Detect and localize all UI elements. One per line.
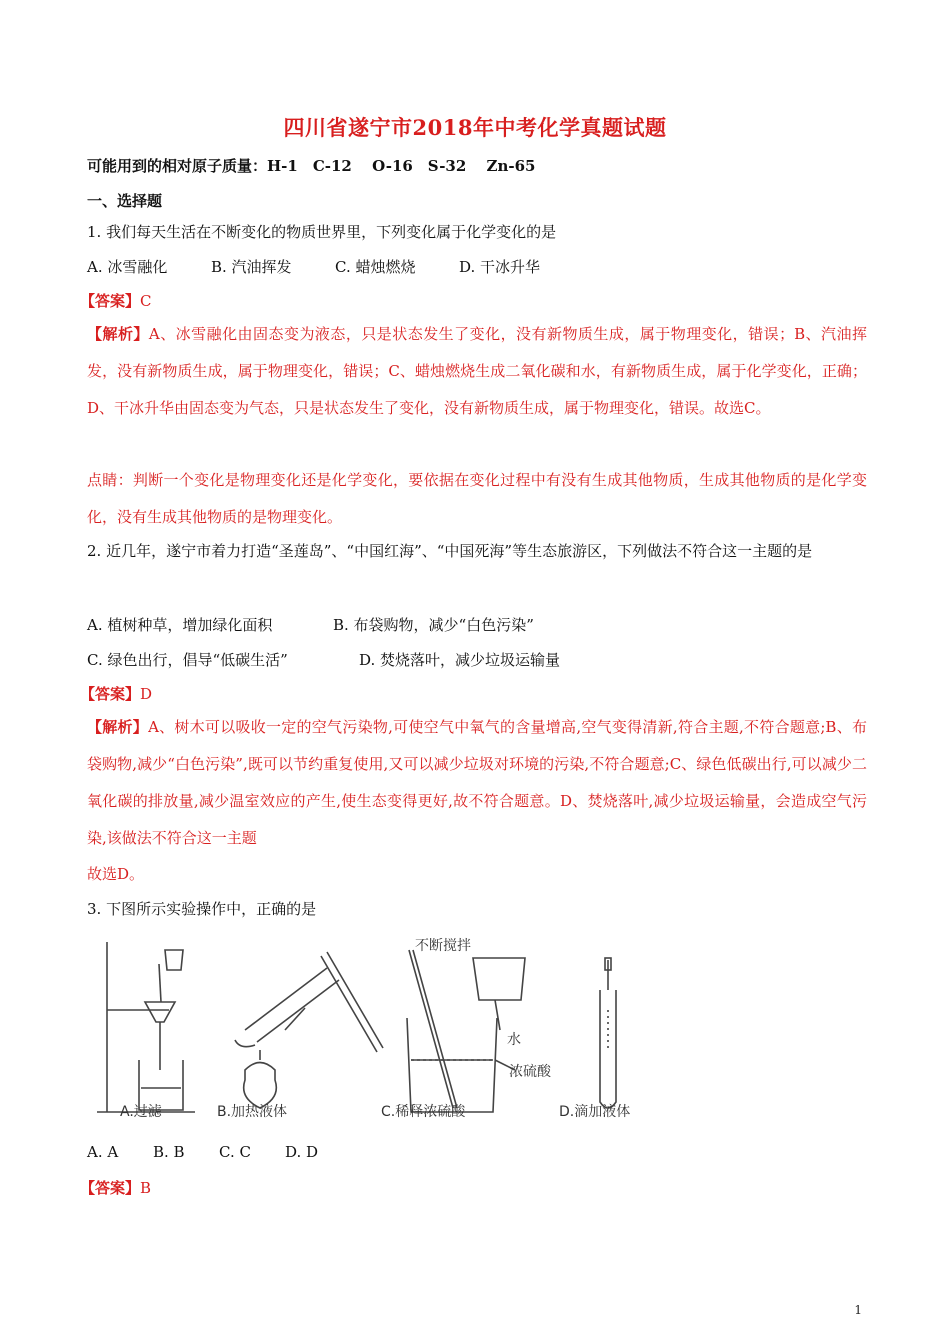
caption-c: C.稀释浓硫酸	[381, 1104, 466, 1120]
q1-option-a: A. 冰雪融化	[87, 258, 168, 276]
q1-option-c: C. 蜡烛燃烧	[335, 258, 416, 276]
q3-option-a: A. A	[87, 1143, 119, 1161]
dilution-apparatus	[407, 950, 525, 1112]
q2-analysis	[87, 709, 867, 857]
answer-tag: 【答案】	[80, 292, 141, 310]
q1-stem: 1. 我们每天生活在不断变化的物质世界里，下列变化属于化学变化的是	[87, 223, 557, 241]
q3-option-c: C. C	[219, 1143, 251, 1161]
q2-answer-value: D	[140, 685, 153, 703]
page-number: 1	[854, 1303, 862, 1317]
q1-options	[87, 256, 540, 277]
q1-answer-value: C	[140, 292, 152, 310]
q1-analysis-text: A、冰雪融化由固态变为液态，只是状态发生了变化，没有新物质生成，属于物理变化，错误；B、汽油挥发，没有新物质生成，属于物理变化，错误；C、蜡烛燃烧生成二氧化碳和水，有新物质生成，属于化学变化，正确；D、干冰升华由固态变为气态，只是状态发生了变化，没有新物质生成，属于物理变化，错误。故选C。	[87, 325, 867, 417]
heating-apparatus	[235, 952, 383, 1108]
q2-answer	[80, 683, 152, 704]
q1-answer	[80, 290, 152, 311]
atomic-masses: 可能用到的相对原子质量：H-1 C-12 O-16 S-32 Zn-65	[87, 157, 536, 175]
label-stir: 不断搅拌	[415, 938, 471, 954]
filtration-apparatus	[97, 942, 195, 1112]
page-title: 四川省遂宁市2018年中考化学真题试题	[283, 115, 667, 140]
q3-options	[87, 1143, 318, 1161]
q2-analysis-text: A、树木可以吸收一定的空气污染物,可使空气中氧气的含量增高,空气变得清新,符合主题,不符合题意;B、布袋购物,减少“白色污染”,既可以节约重复使用,又可以减少垃圾对环境的污染,不符合题意;C、绿色低碳出行,可以减少二氧化碳的排放量,减少温室效应的产生,使生态变得更好,故不符合题意。D、焚烧落叶,减少垃圾运输量，会造成空气污染,该做法不符合这一主题	[87, 718, 867, 847]
q3-option-d: D. D	[285, 1143, 319, 1161]
q3-answer-value: B	[140, 1179, 152, 1197]
q2-options-row1	[87, 614, 534, 635]
analysis-tag: 【解析】	[87, 325, 149, 343]
q2-option-c: C. 绿色出行，倡导“低碳生活”	[87, 651, 288, 669]
section-heading: 一、选择题	[87, 192, 163, 210]
caption-a: A.过滤	[120, 1104, 162, 1120]
analysis-tag: 【解析】	[87, 718, 149, 736]
dropper-apparatus	[600, 958, 616, 1108]
q2-stem: 2. 近几年，遂宁市着力打造“圣莲岛”、“中国红海”、“中国死海”等生态旅游区，下列做法不符合这一主题的是	[87, 542, 813, 560]
label-acid: 浓硫酸	[509, 1064, 551, 1080]
q3-stem: 3. 下图所示实验操作中，正确的是	[87, 900, 317, 918]
q2-option-d: D. 焚烧落叶，减少垃圾运输量	[359, 651, 561, 669]
q2-options-row2	[87, 649, 560, 670]
answer-tag: 【答案】	[80, 685, 141, 703]
q2-conclusion: 故选D。	[87, 865, 145, 883]
answer-tag: 【答案】	[80, 1179, 141, 1197]
q2-option-a: A. 植树种草，增加绿化面积	[87, 616, 273, 634]
q2-option-b: B. 布袋购物，减少“白色污染”	[333, 616, 534, 634]
q1-analysis	[87, 316, 867, 427]
q1-option-b: B. 汽油挥发	[211, 258, 292, 276]
q3-answer	[80, 1177, 151, 1198]
q1-tip: 点睛：判断一个变化是物理变化还是化学变化，要依据在变化过程中有没有生成其他物质，生成其他物质的是化学变化，没有生成其他物质的是物理变化。	[87, 471, 867, 526]
lab-operations-figure	[95, 930, 655, 1120]
q3-option-b: B. B	[153, 1143, 185, 1161]
caption-d: D.滴加液体	[559, 1104, 631, 1120]
label-water: 水	[507, 1032, 521, 1048]
caption-b: B.加热液体	[217, 1104, 288, 1120]
q1-option-d: D. 干冰升华	[459, 258, 541, 276]
